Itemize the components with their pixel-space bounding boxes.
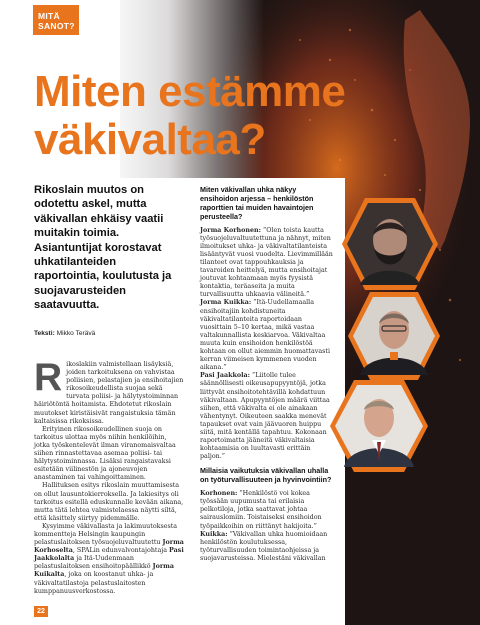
answer-text: ”Itä-Uudellamaalla ensihoitajiin kohdistuneita väkivaltatilanteita raportoidaan vuosittain 5–10 kertaa, mikä vastaa valtakunnallista keskiarvoa. Väkivaltaa muuta kuin ensihoidon henkilöstöä kohtaan on ollut aiemmin huomattavasti kerran viimeisen kymmenen vuoden aikana.” [200,299,331,372]
portrait-jorma-kuikka [346,290,442,382]
speaker-name: Pasi Jaakkola: [200,372,251,380]
answer-paragraph [200,227,335,300]
person-name: Jorma Kuikalta [34,563,175,579]
article-headline [34,68,364,164]
question-heading: Millaisia vaikutuksia väkivallan uhalla on työturvallisuuteen ja hyvinvointiin? [200,466,332,485]
answer-paragraph [200,299,335,372]
byline-author: Mikko Terävä [56,330,96,337]
speaker-name: Jorma Kuikka: [200,299,252,307]
page-number: 22 [34,606,48,617]
intro-paragraph [34,356,184,426]
answer-text: ”Väkivallan uhka huomioidaan henkilöstön koulutuksessa, työturvallisuuden toimintaohjeissa ja suojavarusteissa. Mielestäni väkivallan [200,530,328,562]
text-run: , joka on koostanut uhka- ja väkivaltatilastoja pelastuslaitosten kumppanuusverkostossa. [34,571,154,595]
answer-text: ”Liitolle tulee säännöllisesti oikeusapupyyntöjä, jotka liittyvät ensihoitotehtävillä kohdattuun väkivaltaan. Apupyyntöjen määrä viittaa siihen, että väkivalta ei ole ainakaan vähentynyt. Oikeuteen saakka menevät tapaukset ovat vain jäävuoren huippu siitä, mitä kentällä tapahtuu. Kokonaan raportoimatta jääneitä väkivaltaisia kohtaamisia on luultavasti erittäin paljon.” [200,372,330,461]
headline-line1: Miten estämme [34,67,346,116]
byline-label: Teksti: [34,330,55,337]
portrait-jorma-korhonen [340,196,440,292]
right-column [200,186,335,563]
intro-text: ikoslakiin valmistellaan lisäyksiä, joiden tarkoituksena on vahvistaa poliisien, pelastajien ja ensihoitajien rikosoikeudellista suojaa sekä turvata poliisi- ja hälytystoiminnan häiriötöntä hoitamista. Ehdotetut rikoslain muutokset kiristäisivät rangaistuksia tämän kaltaisissa rikoksissa. [34,361,184,425]
answer-text: ”Henkilöstö voi kokea työssään uupumusta tai erilaisia pelkotiloja, jotka saattavat johtaa sairauslomiin. Toistaiseksi ensihoidon työpaikkoihin on riittänyt hakijoita.” [200,490,322,530]
portrait-pasi-jaakkola [328,378,430,474]
section-tag-line2: SANOT? [38,21,75,31]
text-run: , SPALin edunvalvontajohtaja [72,547,170,555]
dropcap: R [34,356,63,399]
section-tag [33,5,79,35]
answer-text: ”Olen toista kautta työsuojeluvaltuutettuna ja nähnyt, miten ilmoitukset uhka- ja väkivaltatilanteista lisääntyvät vuosi vuodelta. Lievimmillään tilanteet ovat tappouhkauksia ja tavaroiden heittelyä, mutta ensihoitajat joutuvat kohtaamaan myös fyysistä kontaktia, teräaseita ja muita turvallisuutta uhkaavia välineitä.” [200,226,333,299]
person-name: Pasi Jaakkolalta [34,547,184,563]
left-column [34,356,184,596]
answer-paragraph [200,372,335,461]
speaker-name: Korhonen: [200,490,238,498]
answer-paragraph [200,490,335,530]
headline-line2: väkivaltaa? [34,115,266,164]
speaker-name: Jorma Korhonen: [200,226,261,234]
section-tag-line1: MITÄ [38,11,60,21]
speaker-name: Kuikka: [200,530,228,538]
body-paragraph: Hallituksen esitys rikoslain muuttamisesta on ollut lausuntokierroksella. Ja lakiesitys oli tarkoitus esitellä eduskunnalle kevään aikana, mutta tätä lehtea valmistelaessa näytti siltä, että käsittely siirtyy pidemmälle. [34,482,184,522]
body-paragraph: Erityinen rikosoikeudellinen suoja on tarkoitus ulottaa myös niihin henkilöihin, jotka työskentelevät ilman viranomaisvaltaa siihen rinnastettavaa asemaa poliisi- tai hälytystoiminnassa. Lisäksi rangaistavaksi esitetään viilinestön ja ajoneuvojen anastaminen tai vahingoittaminen. [34,425,176,482]
text-run: ja Itä-Uudenmaan pelastuslaitoksen ensihoitopäällikkö [34,555,153,571]
answer-paragraph [200,531,335,563]
byline [34,330,95,337]
text-run: Kysyimme väkivallasta ja lakimuutoksesta kommentteja Helsingin kaupungin pelastuslaitoksen työsuojeluvaltuutettu [34,522,178,547]
body-paragraph [34,523,184,596]
person-name: Jorma Korhoselta [34,539,184,555]
lead-paragraph: Rikoslain muutos on odotettu askel, mutta väkivallan ehkäisy vaatii muitakin toimia. Asiantuntijat korostavat uhkatilanteiden raportointia, koulutusta ja suojavarusteiden saatavuutta. [34,184,172,312]
question-heading: Miten väkivallan uhka näkyy ensihoidon arjessa – henkilöstön raporttien tai muiden havaintojen perusteella? [200,185,314,221]
